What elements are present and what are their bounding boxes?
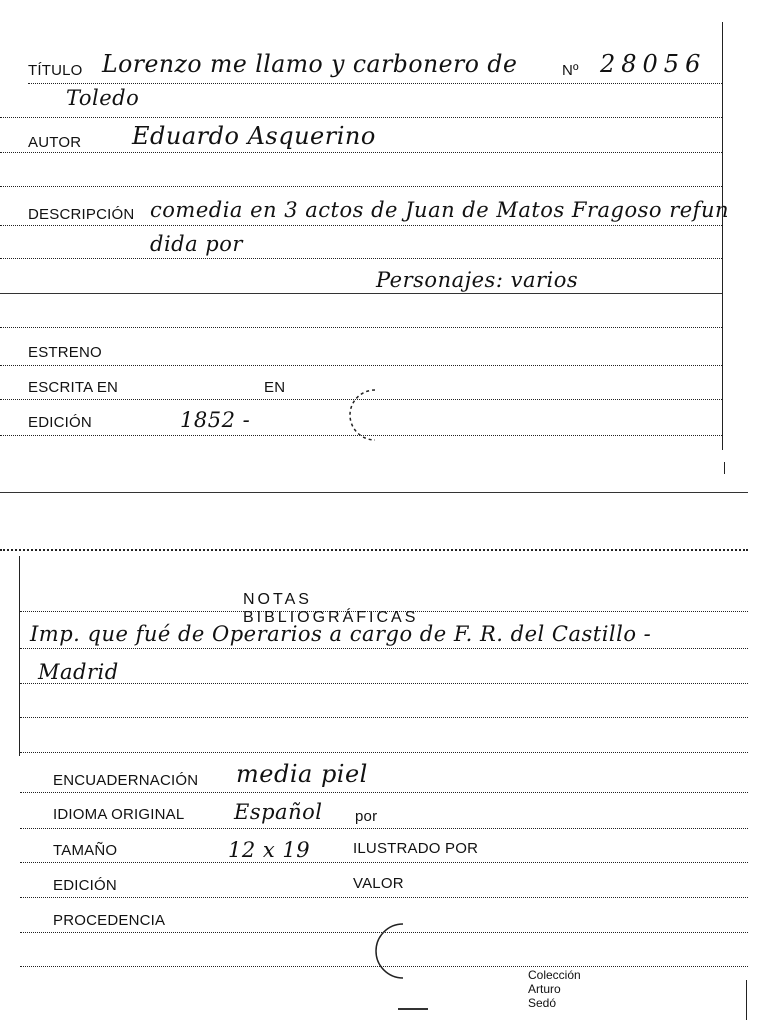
descripcion-value-2: dida por: [150, 232, 243, 256]
notas-line-5: [20, 752, 748, 753]
autor-value: Eduardo Asquerino: [132, 122, 376, 150]
blank-line-2: [0, 327, 722, 328]
tamano-line: [20, 862, 748, 863]
numero-label: Nº: [562, 62, 579, 79]
escrita-label: ESCRITA EN: [28, 379, 119, 396]
tamano-value: 12 x 19: [228, 838, 311, 862]
punch-hole-icon: [330, 380, 390, 450]
en-label: EN: [264, 379, 286, 396]
tamano-label: TAMAÑO: [53, 842, 118, 859]
ilustrado-label: ILUSTRADO POR: [353, 840, 479, 857]
notas-value-1: Imp. que fué de Operarios a cargo de F. R. del Castillo -: [30, 622, 652, 646]
estreno-label: ESTRENO: [28, 344, 102, 361]
bottom-dash: [398, 1008, 428, 1010]
bottom-card-top-border: [0, 549, 748, 551]
encuadernacion-line: [20, 792, 748, 793]
notas-line-4: [20, 717, 748, 718]
edicion-bottom-line: [20, 897, 748, 898]
titulo-value-2: Toledo: [66, 86, 140, 110]
procedencia-label: PROCEDENCIA: [53, 912, 166, 929]
edicion-bottom-label: EDICIÓN: [53, 877, 117, 894]
numero-value: 28056: [600, 50, 707, 78]
autor-line: [0, 152, 722, 153]
encuadernacion-value: media piel: [236, 760, 368, 788]
edicion-label: EDICIÓN: [28, 414, 92, 431]
valor-label: VALOR: [353, 875, 404, 892]
edicion-value: 1852 -: [180, 408, 251, 432]
notas-line-1: [20, 611, 748, 612]
titulo-label: TÍTULO: [28, 62, 83, 79]
notas-line-2: [20, 648, 748, 649]
notas-line-3: [20, 683, 748, 684]
idioma-value: Español: [234, 800, 323, 824]
idioma-label: IDIOMA ORIGINAL: [53, 806, 185, 823]
descripcion-value: comedia en 3 actos de Juan de Matos Fragoso refun: [150, 198, 729, 222]
por-label: por: [355, 808, 378, 825]
personajes-value: Personajes: varios: [376, 268, 579, 292]
top-card-bottom-border: [0, 492, 748, 493]
autor-label: AUTOR: [28, 134, 82, 151]
descripcion-line: [0, 225, 722, 226]
coleccion-footer: Colección Arturo Sedó: [528, 968, 581, 1010]
blank-line-1: [0, 186, 722, 187]
encuadernacion-label: ENCUADERNACIÓN: [53, 772, 199, 789]
punch-hole-bottom-icon: [355, 916, 415, 986]
titulo-value: Lorenzo me llamo y carbonero de: [102, 50, 518, 78]
bottom-card-left-border: [19, 556, 20, 756]
bottom-card-right-border: [746, 980, 747, 1020]
top-card-right-border: [722, 22, 723, 450]
idioma-line: [20, 828, 748, 829]
descripcion-line-2: [0, 258, 722, 259]
descripcion-label: DESCRIPCIÓN: [28, 206, 135, 223]
notas-value-2: Madrid: [38, 660, 119, 684]
notas-heading: NOTAS BIBLIOGRÁFICAS: [243, 591, 419, 626]
titulo-line: [28, 83, 722, 84]
top-card-right-tick: [724, 462, 725, 474]
estreno-line: [0, 365, 722, 366]
titulo-line-2: [0, 117, 722, 118]
descripcion-line-3: [0, 293, 722, 294]
